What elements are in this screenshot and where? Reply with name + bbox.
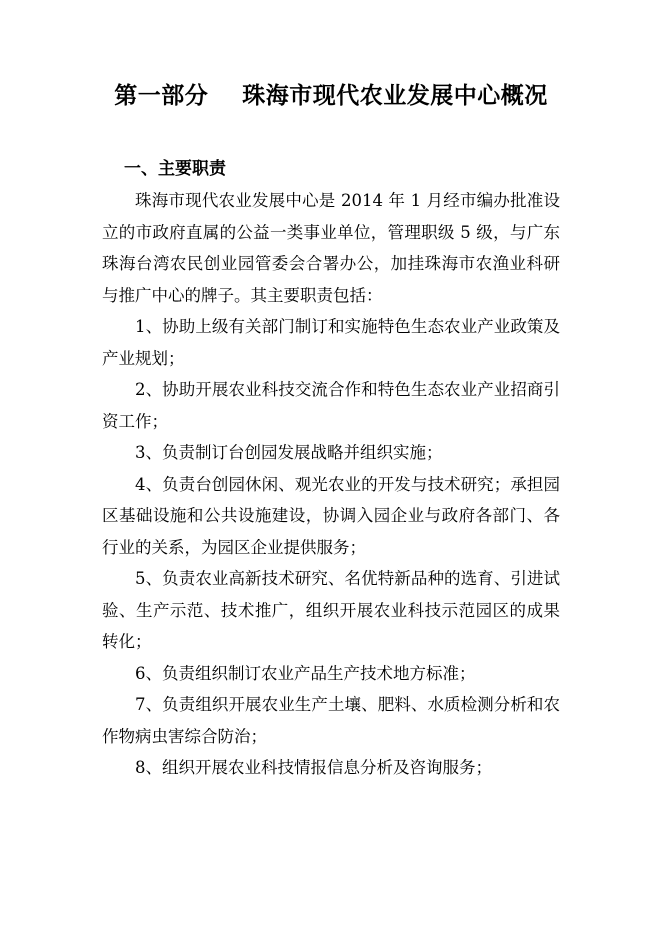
paragraph-duty-3: 3、负责制订台创园发展战略并组织实施； <box>135 443 443 462</box>
document-body <box>102 185 560 784</box>
paragraph-duty-1: 1、协助上级有关部门制订和实施特色生态农业产业政策及产业规划； <box>102 317 560 368</box>
paragraph-duty-5: 5、负责农业高新技术研究、名优特新品种的选育、引进试验、生产示范、技术推广，组织开展农业科技示范园区的成果转化； <box>102 569 560 651</box>
paragraph-duty-6: 6、负责组织制订农业产品生产技术地方标准； <box>135 663 476 683</box>
paragraph-duty-4: 4、负责台创园休闲、观光农业的开发与技术研究；承担园区基础设施和公共设施建设，协调入园企业与政府各部门、各行业的关系，为园区企业提供服务； <box>102 474 560 557</box>
paragraph-intro: 珠海市现代农业发展中心是 2014 年 1 月经市编办批准设立的市政府直属的公益一类事业单位，管理职级 5 级，与广东珠海台湾农民创业园管委会合署办公，加挂珠海市农渔业科研与推广中心的牌子。其主要职责包括： <box>102 191 560 305</box>
section-heading: 一、主要职责 <box>124 159 226 179</box>
paragraph-duty-8: 8、组织开展农业科技情报信息分析及咨询服务； <box>135 758 492 777</box>
paragraph-duty-7: 7、负责组织开展农业生产土壤、肥料、水质检测分析和农作物病虫害综合防治； <box>102 695 560 746</box>
document-title: 第一部分 珠海市现代农业发展中心概况 <box>114 83 548 109</box>
paragraph-duty-2: 2、协助开展农业科技交流合作和特色生态农业产业招商引资工作； <box>102 380 560 431</box>
